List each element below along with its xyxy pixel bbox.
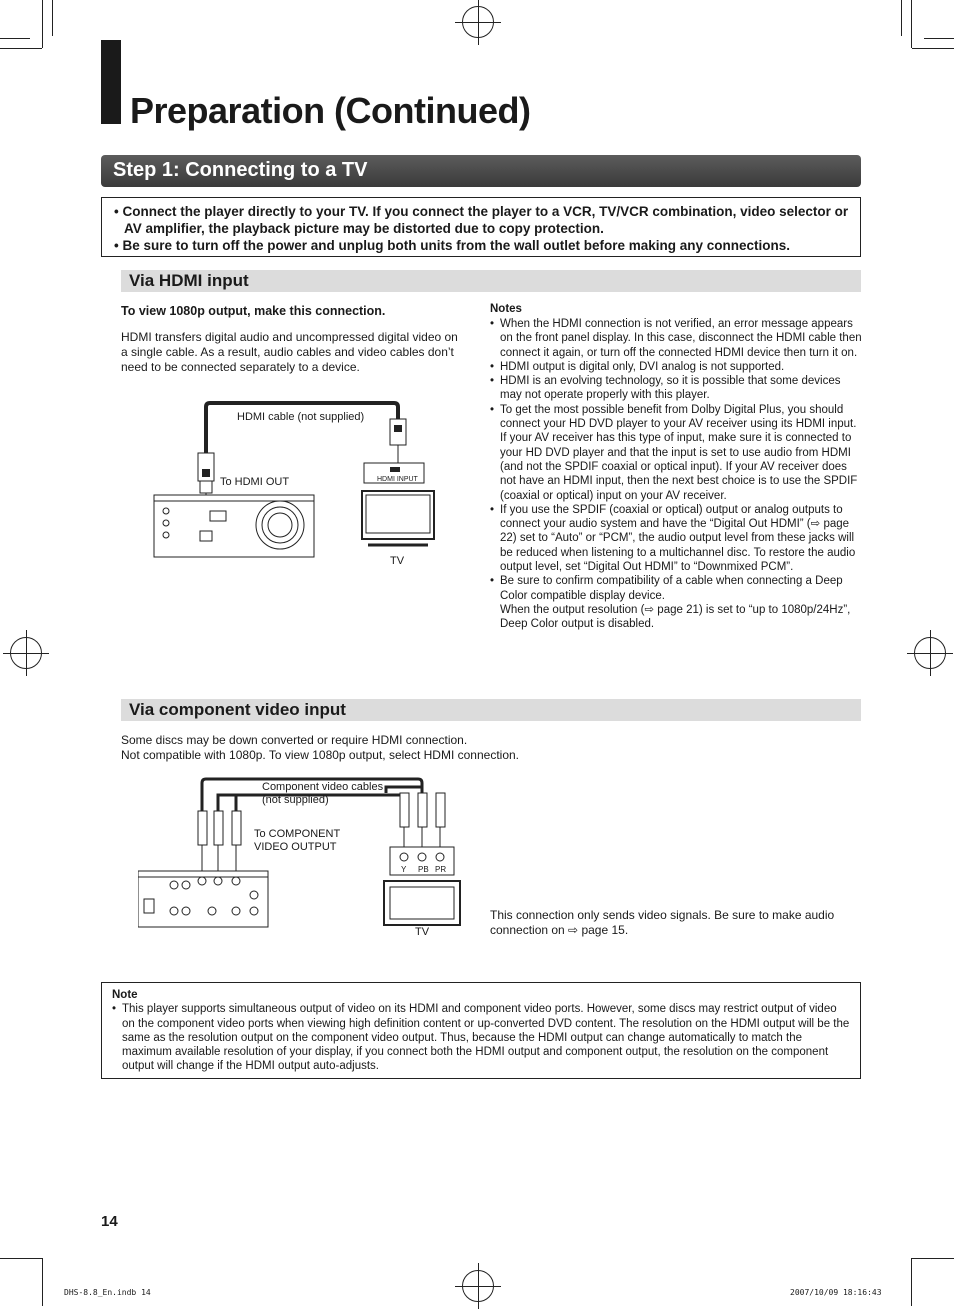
crop-mark [912, 1258, 954, 1259]
note-item: • Be sure to confirm compatibility of a cable when connecting a Deep Color compatible display device. When the output resolution (⇨ page 21) is set to “up to 1080p/24Hz”, Deep Color output is disabled. [490, 574, 862, 631]
crop-mark [912, 48, 954, 49]
title-accent-bar [101, 40, 121, 124]
hdmi-body: HDMI transfers digital audio and uncompressed digital video on a single cable. As a result, audio cables and video cables don’t need to be connected separately to a device. [121, 330, 458, 374]
hdmi-notes [490, 303, 862, 632]
component-out-label-line: To COMPONENT [254, 828, 341, 840]
hdmi-input-label: HDMI INPUT [377, 476, 418, 483]
jack-pr-label: PR [435, 865, 447, 874]
component-cable-label-line: Component video cables [262, 781, 384, 793]
component-connection-diagram [138, 775, 468, 945]
component-cable-label [262, 781, 383, 807]
hdmi-intro [121, 304, 466, 375]
crop-mark [0, 38, 30, 39]
note-list [112, 1002, 850, 1073]
crop-mark [901, 0, 902, 36]
crop-mark [911, 1258, 912, 1306]
note-text: • This player supports simultaneous output of video on its HDMI and component video ports. However, some discs may restrict output of video on the component video ports when viewing high definition content or up-converted DVD content. The resolution on the HDMI output will be the same as the resolution output on the component video output. Thus, because the HDMI output can change automatically to match the maximum available resolution of your display, if you connect both the HDMI output and component output, the resolution on the component output will change if the HDMI output auto-adjusts. [112, 1002, 850, 1073]
warning-item: • Connect the player directly to your TV. If you connect the player to a VCR, TV/VCR combination, video selector or AV amplifier, the playback picture may be distorted due to copy protection. [114, 204, 849, 236]
crop-mark [0, 1258, 42, 1259]
jack-pb-label: PB [418, 865, 429, 874]
registration-mark [914, 637, 946, 669]
component-out-label-line: VIDEO OUTPUT [254, 841, 337, 853]
crop-mark [52, 0, 53, 36]
section-heading-component: Via component video input [121, 699, 861, 721]
page-title: Preparation (Continued) [130, 90, 531, 131]
hdmi-lead: To view 1080p output, make this connection. [121, 304, 386, 318]
crop-mark [42, 1258, 43, 1306]
component-cable-label-line: (not supplied) [262, 794, 329, 806]
registration-mark [462, 1270, 494, 1302]
hdmi-connection-diagram [150, 395, 470, 575]
crop-mark [911, 0, 912, 48]
registration-mark [10, 637, 42, 669]
note-box [101, 982, 861, 1079]
section-heading-hdmi: Via HDMI input [121, 270, 861, 292]
crop-mark [924, 38, 954, 39]
component-out-label [254, 828, 340, 854]
note-item: • If you use the SPDIF (coaxial or optical) output or analog outputs to connect your audio system and have the “Digital Out HDMI” (⇨ page 22) set to “Auto” or “PCM”, the audio output level from these jacks will be reduced when listening to a multichannel disc. To restore the audio output level, set “Digital Out HDMI” to “Downmixed PCM”. [490, 503, 862, 574]
crop-mark [0, 48, 42, 49]
registration-mark [462, 6, 494, 38]
warning-box [101, 197, 861, 257]
component-side-note: This connection only sends video signals. Be sure to make audio connection on ⇨ page 15. [490, 908, 835, 937]
jack-y-label: Y [401, 865, 407, 874]
note-item: • HDMI output is digital only, DVI analog is not supported. [490, 360, 862, 374]
component-body-line: Some discs may be down converted or require HDMI connection. [121, 733, 468, 747]
notes-heading: Notes [490, 303, 522, 315]
step-banner: Step 1: Connecting to a TV [101, 155, 861, 187]
footer-file-info: DHS-8.8_En.indb 14 [64, 1288, 151, 1297]
hdmi-out-label: To HDMI OUT [220, 476, 290, 488]
hdmi-tv-label: TV [390, 555, 405, 567]
note-item: • To get the most possible benefit from Dolby Digital Plus, you should connect your HD DVD player to your AV receiver using its HDMI input. If your AV receiver has this type of input, make sure it is connected to your HD DVD player and that the input is set to use audio from HDMI (and not the SPDIF coaxial or optical input). If your AV receiver does not have an HDMI input, then the next best choice is to use the SPDIF (coaxial or optical) input on your AV receiver. [490, 403, 862, 503]
component-body-line: Not compatible with 1080p. To view 1080p output, select HDMI connection. [121, 748, 520, 762]
hdmi-cable-label: HDMI cable (not supplied) [237, 411, 365, 423]
footer-timestamp: 2007/10/09 18:16:43 [790, 1288, 882, 1297]
note-item: • When the HDMI connection is not verified, an error message appears on the front panel display. In this case, disconnect the HDMI cable then connect it again, or turn off the connected HDMI device then turn it on. [490, 317, 862, 360]
page-number: 14 [101, 1213, 118, 1230]
note-item: • HDMI is an evolving technology, so it is possible that some devices may not operate properly with this player. [490, 374, 862, 403]
notes-list [490, 317, 862, 632]
note-heading: Note [112, 989, 138, 1001]
crop-mark [42, 0, 43, 48]
component-tv-label: TV [415, 926, 430, 938]
warning-item: • Be sure to turn off the power and unplug both units from the wall outlet before making any connections. [114, 238, 791, 253]
component-body [121, 733, 821, 763]
